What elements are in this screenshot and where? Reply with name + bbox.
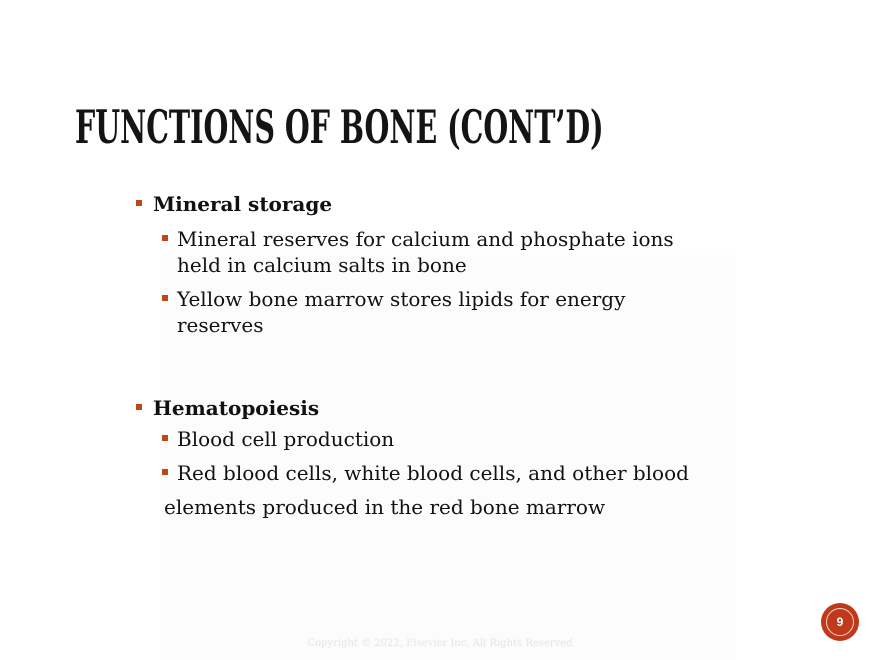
square-bullet-icon [162, 435, 168, 441]
sub-bullet-blood-cell-production [162, 426, 762, 452]
bullet-hematopoiesis [136, 396, 319, 420]
sub-bullet-mineral-reserves [162, 226, 762, 278]
square-bullet-icon [162, 469, 168, 475]
bullet-text-line: Mineral reserves for calcium and phosphate ions [177, 227, 674, 251]
bullet-mineral-storage [136, 192, 332, 216]
square-bullet-icon [162, 235, 168, 241]
bullet-text-line: Blood cell production [177, 427, 395, 451]
page-number-badge [821, 603, 859, 641]
page-number-ring-icon [826, 608, 854, 636]
page-number: 9 [836, 615, 844, 629]
section-heading: Hematopoiesis [153, 396, 320, 420]
bullet-text-line: Yellow bone marrow stores lipids for energy [177, 287, 626, 311]
bullet-text-line: reserves [177, 313, 264, 337]
slide-title: FUNCTIONS OF BONE (CONT’D) [75, 100, 604, 154]
sub-bullet-yellow-marrow [162, 286, 762, 338]
square-bullet-icon [136, 200, 142, 206]
bullet-continuation-text: elements produced in the red bone marrow [164, 495, 606, 519]
sub-bullet-blood-cells [162, 460, 762, 486]
bullet-text-line: held in calcium salts in bone [177, 253, 467, 277]
section-heading: Mineral storage [153, 192, 333, 216]
square-bullet-icon [162, 295, 168, 301]
square-bullet-icon [136, 404, 142, 410]
bullet-text-line: Red blood cells, white blood cells, and other blood [177, 461, 689, 485]
copyright-footer: Copyright © 2022, Elsevier Inc. All Rights Reserved [307, 638, 573, 649]
